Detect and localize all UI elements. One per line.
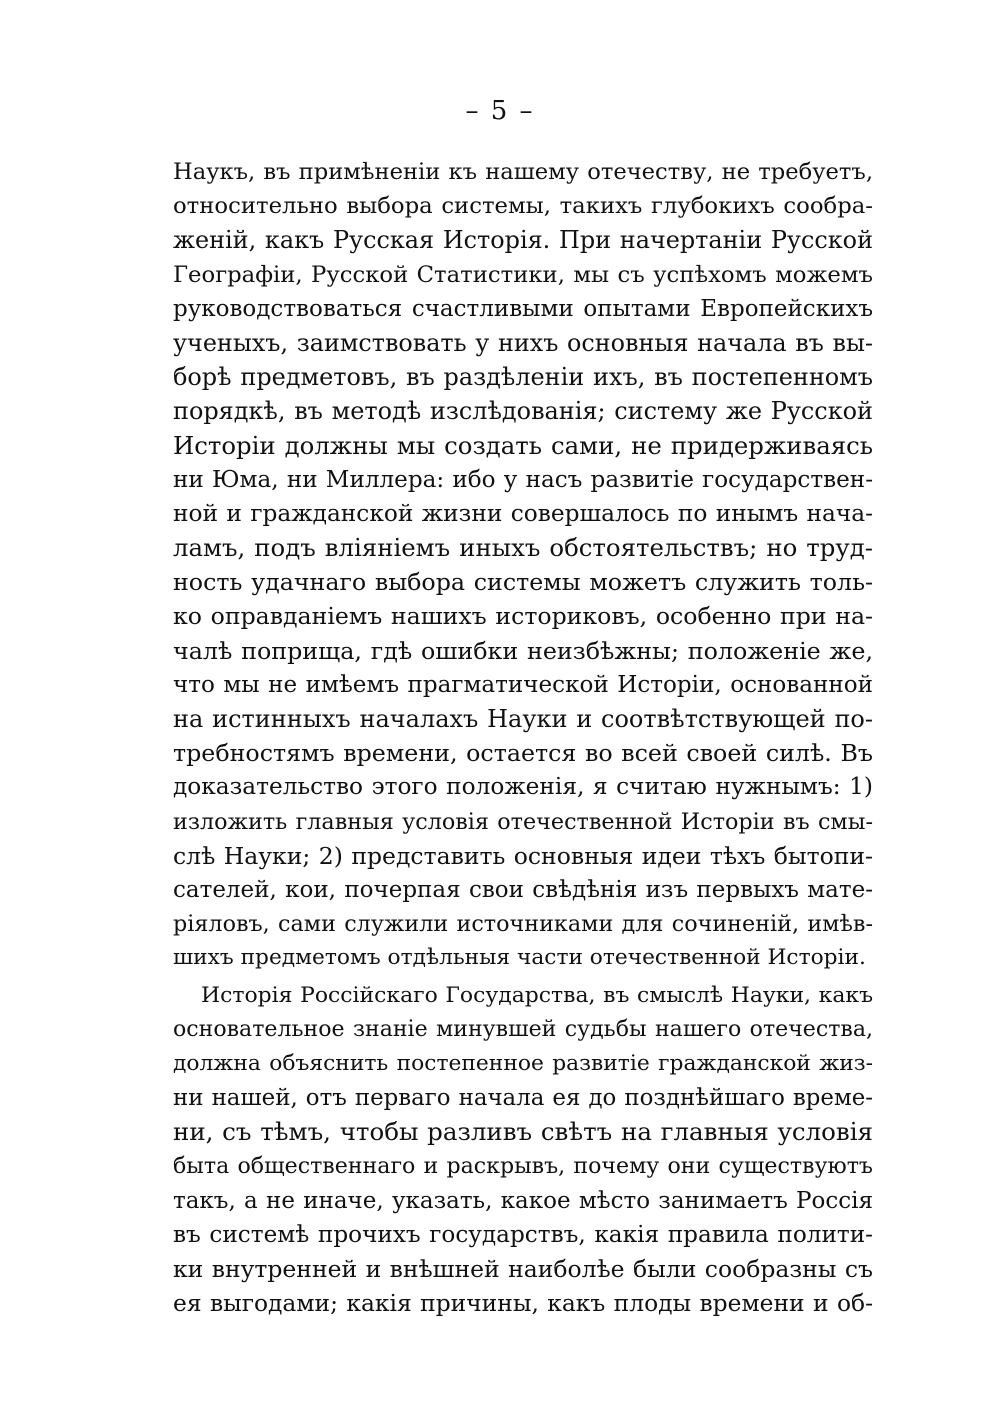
text-line: ность удачнаго выбора системы можетъ служить толь- — [173, 568, 873, 597]
text-line: ріяловъ, сами служили источниками для сочиненій, имѣв- — [173, 911, 873, 938]
paragraph-2 — [173, 979, 873, 1321]
text-line: шихъ предметомъ отдѣльныя части отечественной Исторіи. — [173, 945, 866, 971]
text-line: что мы не имѣемъ прагматической Исторіи, основанной — [173, 671, 873, 698]
text-line: ученыхъ, заимствовать у нихъ основныя начала въ вы- — [173, 328, 873, 357]
text-line: ни, съ тѣмъ, чтобы разливъ свѣтъ на главныя условія — [173, 1117, 873, 1147]
paragraph-1 — [173, 155, 873, 976]
text-line: Наукъ, въ примѣненіи къ нашему отечеству, не требуетъ, — [173, 159, 873, 185]
text-line: изложить главныя условія отечественной Исторіи въ смы- — [173, 808, 873, 835]
text-line: ламъ, подъ вліяніемъ иныхъ обстоятельствъ; но труд- — [173, 533, 873, 563]
text-line: порядкѣ, въ методѣ изслѣдованія; систему же Русской — [173, 397, 873, 426]
text-line: ни Юма, ни Миллера: ибо у насъ развитіе государствен- — [173, 466, 873, 493]
text-line: основательное знаніе минувшей судьбы нашего отечества, — [173, 1016, 873, 1042]
text-line: ки внутренней и внѣшней наиболѣе были сообразны съ — [173, 1255, 873, 1283]
text-line: Географіи, Русской Статистики, мы съ успѣхомъ можемъ — [173, 261, 873, 288]
text-line: ея выгодами; какія причины, какъ плоды времени и об- — [173, 1289, 873, 1318]
page-number: – 5 – — [465, 96, 535, 126]
text-line: Исторіи должны мы создать сами, не придерживаясь — [173, 430, 873, 460]
body-text — [173, 155, 873, 1320]
text-line: такъ, а не иначе, указать, какое мѣсто занимаетъ Россія — [173, 1187, 873, 1214]
text-line: борѣ предметовъ, въ раздѣленіи ихъ, въ постепенномъ — [173, 363, 873, 392]
text-line: должна объяснить постепенное развитіе гражданской жиз- — [173, 1050, 873, 1076]
text-line: чалѣ поприща, гдѣ ошибки неизбѣжны; положеніе же, — [173, 636, 873, 665]
text-line: женій, какъ Русская Исторія. При начертаніи Русской — [173, 226, 873, 255]
text-line: на истинныхъ началахъ Науки и соотвѣтствующей по- — [173, 705, 873, 733]
text-line: сателей, кои, почерпая свои свѣдѣнія изъ первыхъ мате- — [173, 876, 873, 903]
text-line: Исторія Россійскаго Государства, въ смыслѣ Науки, какъ — [201, 982, 873, 1008]
text-line: ни нашей, отъ перваго начала ея до позднѣйшаго време- — [173, 1085, 873, 1112]
text-line: руководствоваться счастливыми опытами Европейскихъ — [173, 295, 873, 322]
text-line: доказательство этого положенія, я считаю нужнымъ: 1) — [173, 773, 873, 801]
text-line: ной и гражданской жизни совершалось по инымъ нача- — [173, 499, 873, 527]
text-line: въ системѣ прочихъ государствъ, какія правила полити- — [173, 1221, 873, 1248]
text-line: относительно выбора системы, такихъ глубокихъ сообра- — [173, 193, 873, 220]
text-line: ко оправданіемъ нашихъ историковъ, особенно при на- — [173, 602, 873, 631]
text-line: требностямъ времени, остается во всей своей силѣ. Въ — [173, 739, 873, 768]
text-line: слѣ Науки; 2) представить основныя идеи тѣхъ бытопи- — [173, 841, 873, 870]
text-line: быта общественнаго и раскрывъ, почему они существуютъ — [173, 1153, 873, 1180]
